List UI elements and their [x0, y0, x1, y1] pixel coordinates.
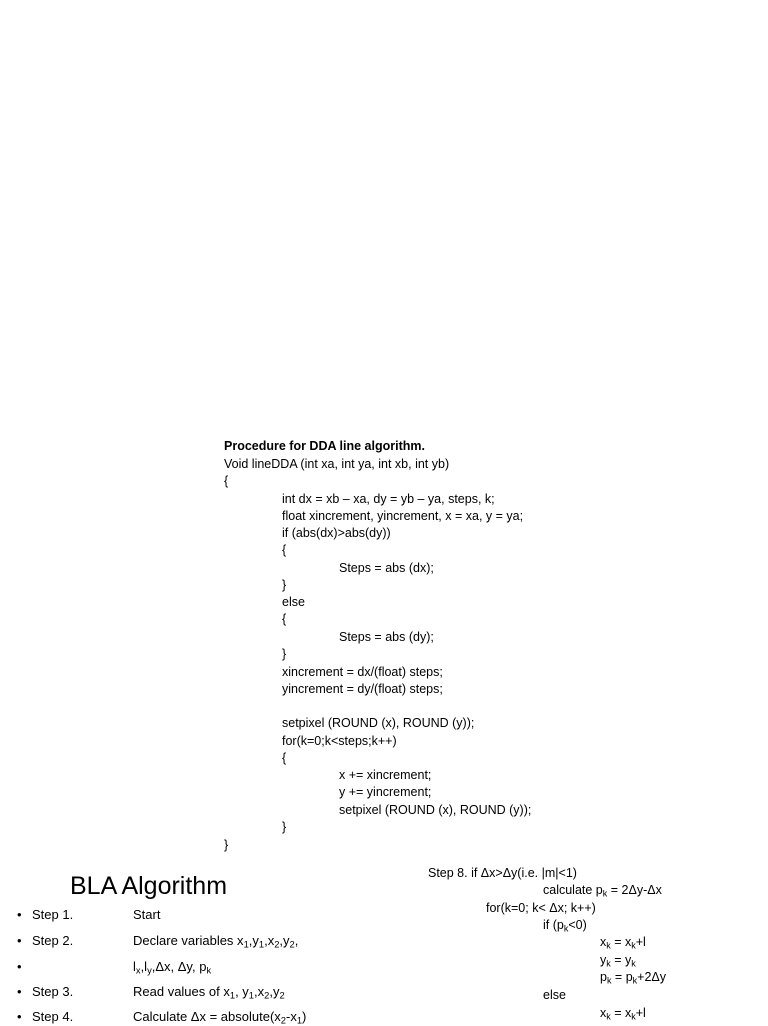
code-line: int dx = xb – xa, dy = yb – ya, steps, k; [282, 492, 495, 506]
code-line: } [282, 647, 287, 661]
code-line: { [224, 474, 229, 488]
step8-line: Step 8. if Δx>Δy(i.e. |m|<1) [428, 866, 577, 880]
step-text: Start [133, 907, 161, 922]
step-label: Step 2. [32, 933, 74, 948]
code-line: y += yincrement; [339, 785, 432, 799]
code-line: setpixel (ROUND (x), ROUND (y)); [282, 716, 475, 730]
step-text: Calculate $\Delta x = absolute(x_2-x_1)$ [133, 1009, 307, 1026]
step8-line: if $(p_k<0)$ [543, 918, 587, 934]
code-line: Steps = abs (dy); [339, 630, 434, 644]
step-label: Step 4. [32, 1009, 74, 1024]
step8-line: else [543, 988, 566, 1002]
code-line: } [282, 820, 287, 834]
code-line: { [282, 612, 287, 626]
code-line: } [282, 578, 287, 592]
step8-line: $p_k = p_k+2\Delta y$ [600, 970, 667, 986]
code-line: for(k=0;k<steps;k++) [282, 734, 397, 748]
code-line: Void lineDDA (int xa, int ya, int xb, int yb) [224, 457, 450, 471]
code-line: if (abs(dx)>abs(dy)) [282, 526, 391, 540]
code-line: else [282, 595, 305, 609]
code-line: x += xincrement; [339, 768, 432, 782]
step-text: Declare variables $x_1,y_1,x_2,y_2$, [133, 933, 299, 950]
code-line: { [282, 543, 287, 557]
code-line: Steps = abs (dx); [339, 561, 434, 575]
code-line: float xincrement, yincrement, x = xa, y = ya; [282, 509, 524, 523]
step-text: Read values of $x_1$, $y_1,x_2,y_2$ [133, 984, 285, 1001]
bla-title: BLA Algorithm [70, 872, 228, 900]
step8-line: calculate $p_k = 2\Delta y-\Delta x$ [543, 883, 662, 899]
step-label: Step 1. [32, 907, 74, 922]
code-line: setpixel (ROUND (x), ROUND (y)); [339, 803, 532, 817]
dda-title: Procedure for DDA line algorithm. [224, 439, 425, 453]
step8-line: $x_k = x_k+l$ [600, 935, 646, 951]
step8-line: $y_k = y_k$ [600, 953, 636, 969]
step-label: Step 3. [32, 984, 74, 999]
code-line: xincrement = dx/(float) steps; [282, 665, 443, 679]
code-line: yincrement = dy/(float) steps; [282, 682, 443, 696]
step8-line: $x_k = x_k+l$ [600, 1006, 646, 1022]
step8-line: for(k=0; k< Δx; k++) [486, 901, 596, 915]
step-text: $l_x,l_y,\Delta x$, Δy, $p_k$ [133, 959, 212, 976]
code-line: { [282, 751, 287, 765]
code-line: } [224, 838, 229, 852]
